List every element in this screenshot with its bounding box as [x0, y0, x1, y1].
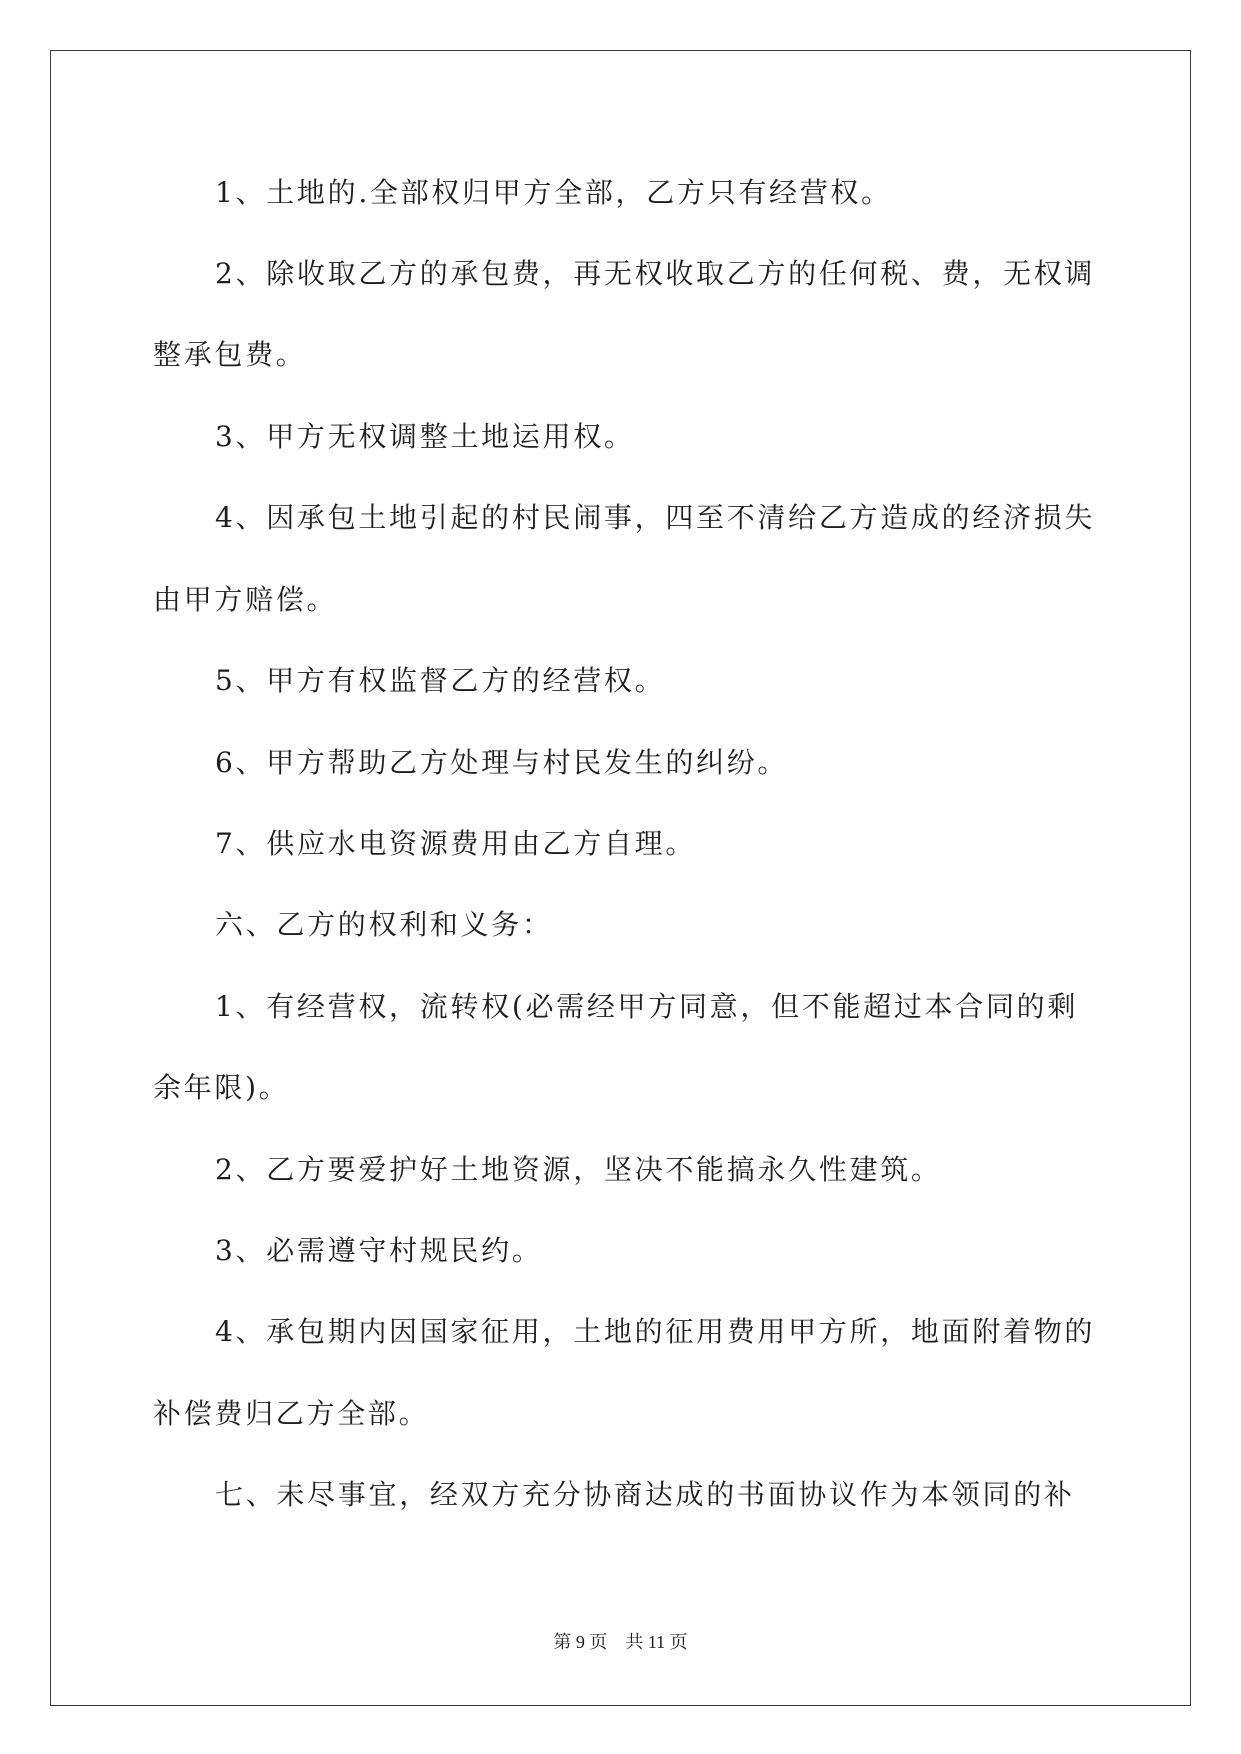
paragraph-line: 7、供应水电资源费用由乙方自理。	[215, 827, 697, 860]
paragraph-line: 6、甲方帮助乙方处理与村民发生的纠纷。	[215, 746, 789, 779]
paragraph-line: 整承包费。	[153, 338, 307, 371]
paragraph-line: 2、除收取乙方的承包费，再无权收取乙方的任何税、费，无权调	[215, 257, 1096, 290]
paragraph-line: 4、因承包土地引起的村民闹事，四至不清给乙方造成的经济损失	[215, 501, 1096, 534]
paragraph-line: 由甲方赔偿。	[153, 583, 338, 616]
paragraph-line: 3、必需遵守村规民约。	[215, 1234, 543, 1267]
paragraph-line: 3、甲方无权调整土地运用权。	[215, 420, 635, 453]
paragraph-line: 七、未尽事宜，经双方充分协商达成的书面协议作为本领同的补	[215, 1478, 1075, 1511]
page-number-footer: 第 9 页 共 11 页	[553, 1632, 688, 1652]
paragraph-line: 补偿费归乙方全部。	[153, 1397, 430, 1430]
paragraph-line: 六、乙方的权利和义务：	[215, 908, 553, 941]
paragraph-line: 2、乙方要爱护好土地资源，坚决不能搞永久性建筑。	[215, 1153, 942, 1186]
paragraph-line: 4、承包期内因国家征用，土地的征用费用甲方所，地面附着物的	[215, 1315, 1096, 1348]
paragraph-line: 1、有经营权，流转权(必需经甲方同意，但不能超过本合同的剩	[215, 990, 1079, 1023]
page-border	[50, 50, 1191, 1706]
paragraph-line: 1、土地的.全部权归甲方全部，乙方只有经营权。	[215, 176, 892, 209]
paragraph-line: 余年限)。	[153, 1071, 290, 1104]
paragraph-line: 5、甲方有权监督乙方的经营权。	[215, 664, 666, 697]
